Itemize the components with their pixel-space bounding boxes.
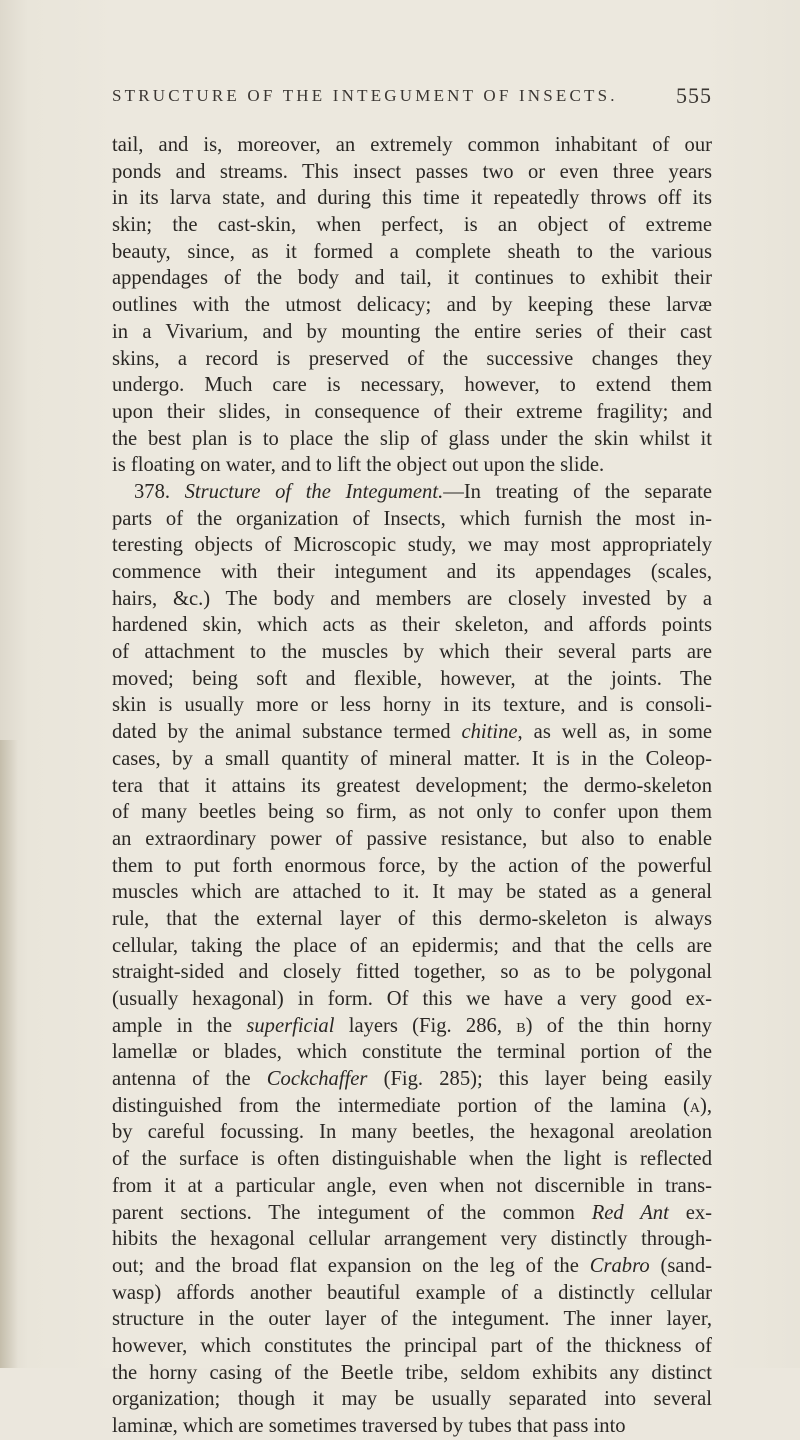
text-line (112, 799, 712, 826)
text-line (112, 773, 712, 800)
text-segment: skins, a record is preserved of the successive changes they (112, 347, 712, 370)
text-segment: hardened skin, which acts as their skeleton, and affords points (112, 614, 712, 637)
text-segment: —In treating of the separate (443, 480, 712, 503)
italic-term: Cockchaffer (266, 1068, 368, 1091)
text-line (112, 1253, 712, 1280)
italic-term: chitine (461, 721, 518, 744)
text-segment: muscles which are attached to it. It may be stated as a general (112, 881, 712, 904)
text-segment: (Fig. 285); this layer being easily (367, 1068, 712, 1091)
text-segment: however, which constitutes the principal part of the thickness of (112, 1334, 712, 1357)
text-segment: commence with their integument and its appendages (scales, (112, 561, 712, 583)
text-segment: tera that it attains its greatest development; the dermo-skeleton (112, 774, 712, 797)
text-line (112, 1173, 712, 1200)
text-line (112, 612, 712, 639)
text-line (112, 239, 712, 266)
text-line (112, 666, 712, 693)
text-line (112, 933, 712, 960)
text-segment: dated by the animal substance termed (112, 721, 462, 744)
text-segment: of attachment to the muscles by which their several parts are (112, 641, 712, 664)
text-line (112, 1226, 712, 1253)
text-line (112, 719, 712, 746)
text-segment: rule, that the external layer of this dermo-skeleton is always (112, 907, 712, 930)
text-segment: hairs, &c.) The body and members are closely invested by a (112, 587, 712, 610)
text-segment: out; and the broad flat expansion on the leg of the (112, 1254, 590, 1277)
text-line (112, 185, 712, 212)
text-segment: by careful focussing. In many beetles, the hexagonal areolation (112, 1121, 712, 1144)
text-segment: 378. (134, 480, 185, 503)
text-segment: layers (Fig. 286, (334, 1014, 517, 1037)
text-segment: upon their slides, in consequence of their extreme fragility; and (112, 400, 712, 423)
text-segment: in its larva state, and during this time it repeatedly throws off its (112, 187, 712, 210)
text-line (112, 1119, 712, 1146)
text-line (112, 639, 712, 666)
text-segment: ex- (668, 1201, 712, 1224)
text-line (112, 1280, 712, 1307)
text-segment: structure in the outer layer of the integument. The inner layer, (112, 1308, 712, 1331)
text-line (112, 879, 712, 906)
italic-term: Red Ant (591, 1201, 669, 1224)
text-line (112, 853, 712, 880)
text-segment: ) of the thin horny (525, 1014, 712, 1037)
text-line (112, 826, 712, 853)
text-line (112, 986, 712, 1013)
text-segment: ), (699, 1094, 712, 1117)
italic-term: superficial (246, 1014, 335, 1037)
page-edge-shadow (0, 740, 18, 1368)
text-segment: wasp) affords another beautiful example of a distinctly cellular (112, 1281, 712, 1304)
text-segment: parent sections. The integument of the common (112, 1201, 592, 1224)
text-segment: moved; being soft and flexible, however, at the joints. The (112, 667, 712, 690)
text-segment: straight-sided and closely fitted together, so as to be polygonal (112, 961, 712, 984)
text-line (112, 906, 712, 933)
text-segment: of the surface is often distinguishable when the light is reflected (112, 1148, 712, 1171)
text-segment: lamellæ or blades, which constitute the terminal portion of the (112, 1041, 712, 1064)
text-line (112, 559, 712, 586)
figure-letter: b (516, 1014, 526, 1037)
text-line (112, 746, 712, 773)
text-line (112, 1013, 712, 1040)
text-line (112, 692, 712, 719)
text-segment: ample in the (112, 1014, 247, 1037)
text-segment: skin is usually more or less horny in its texture, and is consoli- (112, 694, 712, 717)
body-text (112, 132, 712, 1440)
text-segment: ponds and streams. This insect passes two or even three years (112, 160, 712, 183)
text-segment: beauty, since, as it formed a complete sheath to the various (112, 240, 712, 263)
text-line (112, 1360, 712, 1387)
text-line (112, 1039, 712, 1066)
text-line (112, 1386, 712, 1413)
text-segment: teresting objects of Microscopic study, we may most appropriately (112, 534, 712, 557)
text-line (112, 159, 712, 186)
text-segment: undergo. Much care is necessary, however, to extend them (112, 374, 712, 397)
text-line (112, 1200, 712, 1227)
text-segment: antenna of the (112, 1068, 267, 1091)
text-segment: outlines with the utmost delicacy; and by keeping these larvæ (112, 294, 712, 317)
text-segment: cellular, taking the place of an epidermis; and that the cells are (112, 934, 712, 957)
text-segment: from it at a particular angle, even when not discernible in trans- (112, 1174, 712, 1197)
text-segment: of many beetles being so firm, as not only to confer upon them (112, 801, 712, 824)
text-line (112, 1066, 712, 1093)
text-line (112, 426, 712, 453)
text-segment: an extraordinary power of passive resistance, but also to enable (112, 827, 712, 850)
italic-term: Structure of the Integument. (184, 480, 444, 503)
text-line (112, 1333, 712, 1360)
text-line (112, 1146, 712, 1173)
text-segment: (sand- (649, 1254, 712, 1277)
text-segment: hibits the hexagonal cellular arrangement very distinctly through- (112, 1228, 712, 1251)
running-title: STRUCTURE OF THE INTEGUMENT OF INSECTS. (112, 86, 618, 105)
text-line (112, 372, 712, 399)
text-line (112, 132, 712, 159)
text-line (112, 1413, 712, 1440)
text-segment: them to put forth enormous force, by the action of the powerful (112, 854, 712, 877)
text-line (112, 959, 712, 986)
italic-term: Crabro (589, 1254, 650, 1277)
text-segment: the horny casing of the Beetle tribe, seldom exhibits any distinct (112, 1361, 712, 1384)
text-line (112, 586, 712, 613)
text-line (112, 1306, 712, 1333)
text-segment: appendages of the body and tail, it continues to exhibit their (112, 267, 712, 290)
page-number: 555 (676, 83, 712, 108)
text-segment: skin; the cast-skin, when perfect, is an object of extreme (112, 214, 712, 237)
text-line (112, 506, 712, 533)
text-line (112, 212, 712, 239)
text-line (112, 1093, 712, 1120)
text-line (112, 532, 712, 559)
text-segment: parts of the organization of Insects, which furnish the most in- (112, 507, 712, 530)
text-segment: organization; though it may be usually separated into several (112, 1388, 712, 1411)
text-line (112, 479, 712, 506)
text-line (112, 292, 712, 319)
text-segment: the best plan is to place the slip of glass under the skin whilst it (112, 427, 712, 450)
text-segment: in a Vivarium, and by mounting the entire series of their cast (112, 320, 712, 343)
text-segment: (usually hexagonal) in form. Of this we have a very good ex- (112, 988, 712, 1010)
text-line (112, 452, 712, 479)
text-segment: distinguished from the intermediate portion of the lamina ( (112, 1094, 690, 1117)
text-segment: , as well as, in some (517, 721, 712, 744)
text-segment: tail, and is, moreover, an extremely common inhabitant of our (112, 134, 712, 156)
text-line (112, 346, 712, 373)
text-segment: is floating on water, and to lift the object out upon the slide. (112, 454, 605, 477)
text-line (112, 319, 712, 346)
figure-letter: a (689, 1094, 700, 1117)
text-line (112, 265, 712, 292)
text-segment: cases, by a small quantity of mineral matter. It is in the Coleop- (112, 747, 712, 770)
text-segment: laminæ, which are sometimes traversed by tubes that pass into (112, 1415, 626, 1437)
running-header (112, 83, 712, 112)
text-line (112, 399, 712, 426)
